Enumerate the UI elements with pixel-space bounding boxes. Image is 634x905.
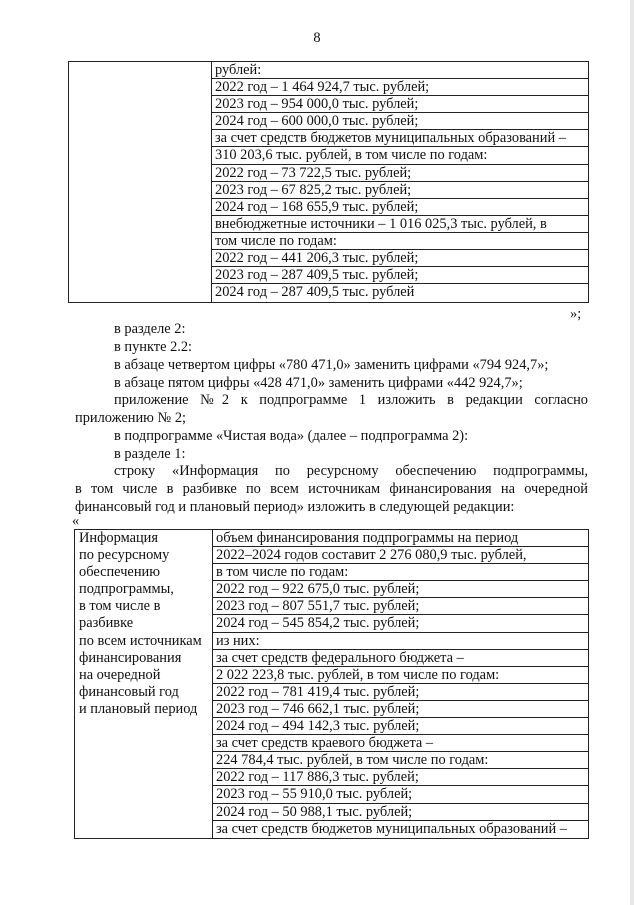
resource-table-left-cell bbox=[75, 530, 213, 838]
table-text-line: внебюджетные источники – 1 016 025,3 тыс. рублей, в bbox=[212, 216, 588, 233]
row-heading-line: по ресурсному bbox=[79, 547, 170, 564]
table-text-line: 2022 год – 441 206,3 тыс. рублей; bbox=[212, 250, 588, 267]
table-text-line: 2023 год – 287 409,5 тыс. рублей; bbox=[212, 267, 588, 284]
table-text-line: 2024 год – 545 854,2 тыс. рублей; bbox=[213, 615, 588, 632]
table-text-line: 310 203,6 тыс. рублей, в том числе по годам: bbox=[212, 147, 588, 164]
table-text-line: 2024 год – 50 988,1 тыс. рублей; bbox=[213, 804, 588, 821]
table-text-line: 2023 год – 67 825,2 тыс. рублей; bbox=[212, 182, 588, 199]
row-heading-line: по всем источникам bbox=[79, 632, 202, 649]
table-text-line: 2022 год – 73 722,5 тыс. рублей; bbox=[212, 165, 588, 182]
paragraph-row-line-2: в том числе в разбивке по всем источникам финансирования на очередной bbox=[75, 481, 588, 497]
row-heading-line: Информация bbox=[79, 530, 159, 546]
table-text-line: за счет средств бюджетов муниципальных образований – bbox=[216, 820, 567, 837]
opening-quote: « bbox=[72, 513, 80, 529]
row-heading-line: финансовый год bbox=[79, 683, 179, 700]
row-heading-line: подпрограммы, bbox=[79, 581, 174, 598]
paragraph-item-2-2: в пункте 2.2: bbox=[114, 339, 193, 355]
table-text-line: за счет средств федерального бюджета – bbox=[213, 650, 588, 667]
table-text-line: за счет средств краевого бюджета – bbox=[213, 735, 588, 752]
paragraph-section-1: в разделе 1: bbox=[114, 446, 186, 462]
table-text-line: из них: bbox=[213, 633, 588, 650]
page-number: 8 bbox=[313, 30, 321, 46]
continuation-table bbox=[68, 61, 589, 303]
resource-table bbox=[74, 529, 589, 839]
scan-edge bbox=[630, 0, 634, 905]
row-heading-line: финансирования bbox=[79, 649, 182, 666]
table-text-line: объем финансирования подпрограммы на период bbox=[213, 530, 588, 547]
table-text-line: том числе по годам: bbox=[212, 233, 588, 250]
table-text-line: 2023 год – 807 551,7 тыс. рублей; bbox=[213, 598, 588, 615]
table-text-line: 2024 год – 168 655,9 тыс. рублей; bbox=[212, 199, 588, 216]
continuation-table-right-cell bbox=[212, 62, 588, 301]
row-heading-line: в том числе в bbox=[79, 598, 161, 615]
table-text-line: 2024 год – 494 142,3 тыс. рублей; bbox=[213, 718, 588, 735]
table-text-line: 2022 год – 922 675,0 тыс. рублей; bbox=[213, 581, 588, 598]
continuation-table-left-cell bbox=[69, 62, 212, 302]
paragraph-row-line-3: финансовый год и плановый период» изложить в следующей редакции: bbox=[75, 499, 515, 515]
table-text-line: 2022 год – 781 419,4 тыс. рублей; bbox=[213, 684, 588, 701]
table-text-line: 2023 год – 954 000,0 тыс. рублей; bbox=[212, 96, 588, 113]
table-text-line: 224 784,4 тыс. рублей, в том числе по годам: bbox=[213, 752, 588, 769]
table-text-line: 2023 год – 746 662,1 тыс. рублей; bbox=[213, 701, 588, 718]
table-text-line: 2023 год – 55 910,0 тыс. рублей; bbox=[213, 786, 588, 803]
resource-table-right-cell bbox=[213, 530, 588, 838]
table-text-line: рублей: bbox=[212, 62, 588, 79]
row-heading-line: на очередной bbox=[79, 666, 161, 683]
paragraph-appendix-line-1: приложение №2 к подпрограмме 1 изложить в редакции согласно bbox=[114, 392, 588, 408]
table-text-line: 2 022 223,8 тыс. рублей, в том числе по годам: bbox=[213, 667, 588, 684]
paragraph-fourth-clause: в абзаце четвертом цифры «780 471,0» заменить цифрами «794 924,7»; bbox=[114, 357, 549, 373]
paragraph-section-2: в разделе 2: bbox=[114, 321, 186, 337]
paragraph-fifth-clause: в абзаце пятом цифры «428 471,0» заменить цифрами «442 924,7»; bbox=[114, 375, 523, 391]
table-text-line: 2024 год – 287 409,5 тыс. рублей bbox=[215, 284, 415, 301]
table-text-line: 2022–2024 годов составит 2 276 080,9 тыс. рублей, bbox=[213, 547, 588, 564]
row-heading-line: и плановый период bbox=[79, 700, 198, 717]
paragraph-row-line-1: строку «Информация по ресурсному обеспечению подпрограммы, bbox=[114, 463, 588, 479]
table-text-line: 2022 год – 117 886,3 тыс. рублей; bbox=[213, 769, 588, 786]
table-text-line: в том числе по годам: bbox=[213, 564, 588, 581]
table-text-line: 2022 год – 1 464 924,7 тыс. рублей; bbox=[212, 79, 588, 96]
row-heading-line: обеспечению bbox=[79, 564, 160, 581]
table-text-line: 2024 год – 600 000,0 тыс. рублей; bbox=[212, 113, 588, 130]
closing-quote: »; bbox=[570, 306, 582, 322]
table-text-line: за счет средств бюджетов муниципальных образований – bbox=[212, 130, 588, 147]
paragraph-subprogram-2: в подпрограмме «Чистая вода» (далее – подпрограмма 2): bbox=[114, 428, 469, 444]
row-heading-line: разбивке bbox=[79, 615, 134, 632]
paragraph-appendix-line-2: приложению № 2; bbox=[75, 410, 187, 426]
